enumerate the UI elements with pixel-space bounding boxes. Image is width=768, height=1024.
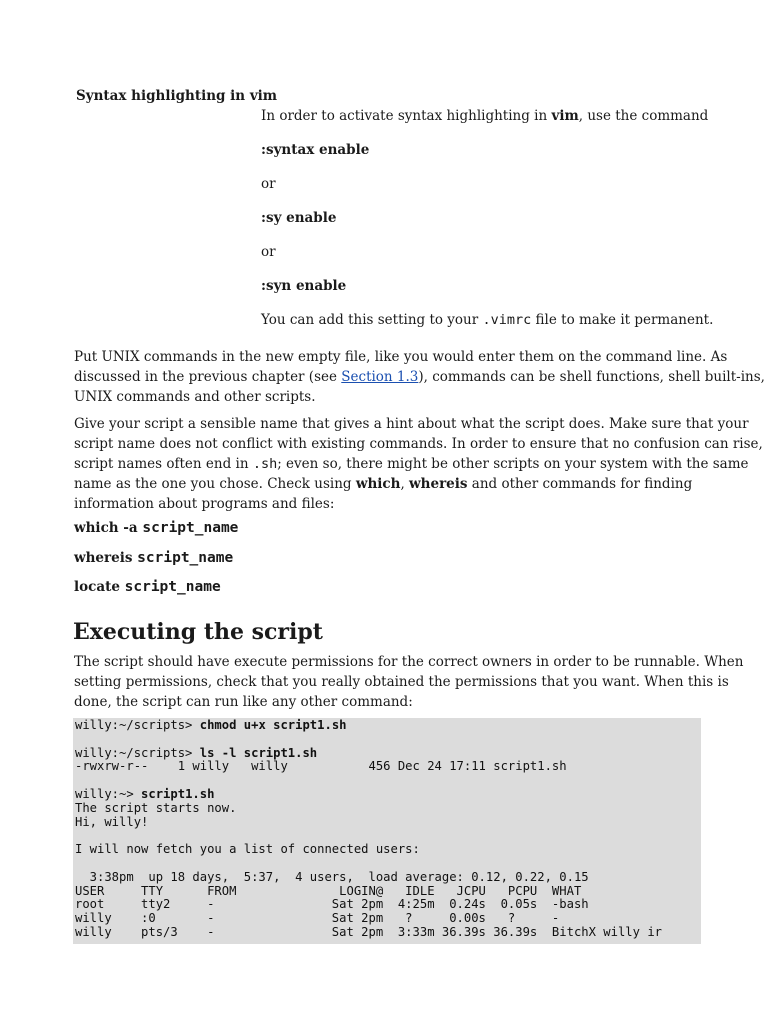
whereis-command-example xyxy=(74,550,233,566)
command-argument: script_name xyxy=(142,520,239,536)
paragraph-line xyxy=(74,454,749,474)
typed-command: script1.sh xyxy=(141,786,215,801)
code-line: willy pts/3 - Sat 2pm 3:33m 36.39s 36.39s BitchX willy ir xyxy=(75,924,662,939)
or-separator: or xyxy=(261,176,276,192)
syn-enable-command: :syn enable xyxy=(261,278,347,294)
sidenote-intro xyxy=(261,108,708,124)
prompt: willy:~/scripts> xyxy=(75,718,200,732)
command-name: locate xyxy=(74,579,120,595)
paragraph-line: done, the script can run like any other command: xyxy=(74,694,413,710)
locate-command-example xyxy=(74,579,221,595)
paragraph-line xyxy=(74,367,765,387)
paragraph-line: UNIX commands and other scripts. xyxy=(74,389,316,405)
code-blank-line xyxy=(75,829,701,843)
prompt: willy:~> xyxy=(75,786,142,801)
section-1-3-link[interactable]: Section 1.3 xyxy=(341,369,419,385)
code-line: Hi, willy! xyxy=(75,814,149,829)
vim-term: vim xyxy=(551,108,579,124)
text-span: discussed in the previous chapter (see xyxy=(74,369,342,385)
command-flag: -a xyxy=(118,520,143,536)
permanent-text: You can add this setting to your xyxy=(261,312,483,328)
command-argument: script_name xyxy=(137,550,234,566)
code-line: willy :0 - Sat 2pm ? 0.00s ? - xyxy=(75,911,560,926)
code-blank-line xyxy=(75,774,701,788)
terminal-output xyxy=(73,718,701,940)
sh-extension: .sh xyxy=(252,456,278,472)
command-name: which xyxy=(74,520,119,536)
text-span: ; even so, there might be other scripts on your system with the same xyxy=(277,456,749,472)
which-term: which xyxy=(355,476,401,492)
sidenote-intro-text: In order to activate syntax highlighting in xyxy=(261,108,552,124)
text-span: name as the one you chose. Check using xyxy=(74,476,356,492)
permanent-suffix: file to make it permanent. xyxy=(531,312,714,328)
paragraph-line: Give your script a sensible name that gives a hint about what the script does. Make sure that your xyxy=(74,416,749,432)
syntax-enable-command: :syntax enable xyxy=(261,142,370,158)
code-line: 3:38pm up 18 days, 5:37, 4 users, load average: 0.12, 0.22, 0.15 xyxy=(75,869,589,884)
paragraph-script-name xyxy=(74,414,763,514)
paragraph-line: Put UNIX commands in the new empty file, like you would enter them on the command line. As xyxy=(74,349,728,365)
paragraph-unix-commands xyxy=(74,347,765,407)
text-span: and other commands for finding xyxy=(467,476,693,492)
paragraph-line xyxy=(74,474,704,494)
prompt: willy:~/scripts> xyxy=(75,745,200,760)
code-line: USER TTY FROM LOGIN@ IDLE JCPU PCPU WHAT xyxy=(75,883,582,898)
paragraph-line: script name does not conflict with existing commands. In order to ensure that no confusion can rise, xyxy=(74,436,763,452)
text-span: , xyxy=(400,476,410,492)
code-line: I will now fetch you a list of connected users: xyxy=(75,842,420,857)
typed-command: chmod u+x script1.sh xyxy=(199,718,347,732)
code-line xyxy=(75,719,701,733)
sidenote-intro-suffix: , use the command xyxy=(578,108,709,124)
sidenote-permanent-note xyxy=(261,312,713,328)
paragraph-line: setting permissions, check that you really obtained the permissions that you want. When this is xyxy=(74,674,729,690)
command-argument: script_name xyxy=(124,579,221,595)
code-blank-line xyxy=(75,857,701,871)
typed-command: ls -l script1.sh xyxy=(199,745,318,760)
terminal-code-block xyxy=(73,718,701,944)
text-span: script names often end in xyxy=(74,456,253,472)
code-line: -rwxrw-r-- 1 willy willy 456 Dec 24 17:11 script1.sh xyxy=(75,759,567,774)
or-separator: or xyxy=(261,244,276,260)
sidenote-title: Syntax highlighting in vim xyxy=(76,88,278,104)
sy-enable-command: :sy enable xyxy=(261,210,337,226)
code-line xyxy=(75,788,701,802)
code-line: The script starts now. xyxy=(75,800,237,815)
code-line xyxy=(75,747,701,761)
section-heading: Executing the script xyxy=(73,619,323,645)
text-span: ), commands can be shell functions, shell built-ins, xyxy=(418,369,765,385)
which-command-example xyxy=(74,520,238,536)
code-line: root tty2 - Sat 2pm 4:25m 0.24s 0.05s -bash xyxy=(75,897,589,912)
code-blank-line xyxy=(75,733,701,747)
paragraph-execute-permissions xyxy=(74,652,744,712)
paragraph-line: information about programs and files: xyxy=(74,496,335,512)
vimrc-filename: .vimrc xyxy=(482,312,532,328)
whereis-term: whereis xyxy=(409,476,468,492)
command-name: whereis xyxy=(74,550,133,566)
paragraph-line: The script should have execute permissions for the correct owners in order to be runnable. When xyxy=(74,654,744,670)
